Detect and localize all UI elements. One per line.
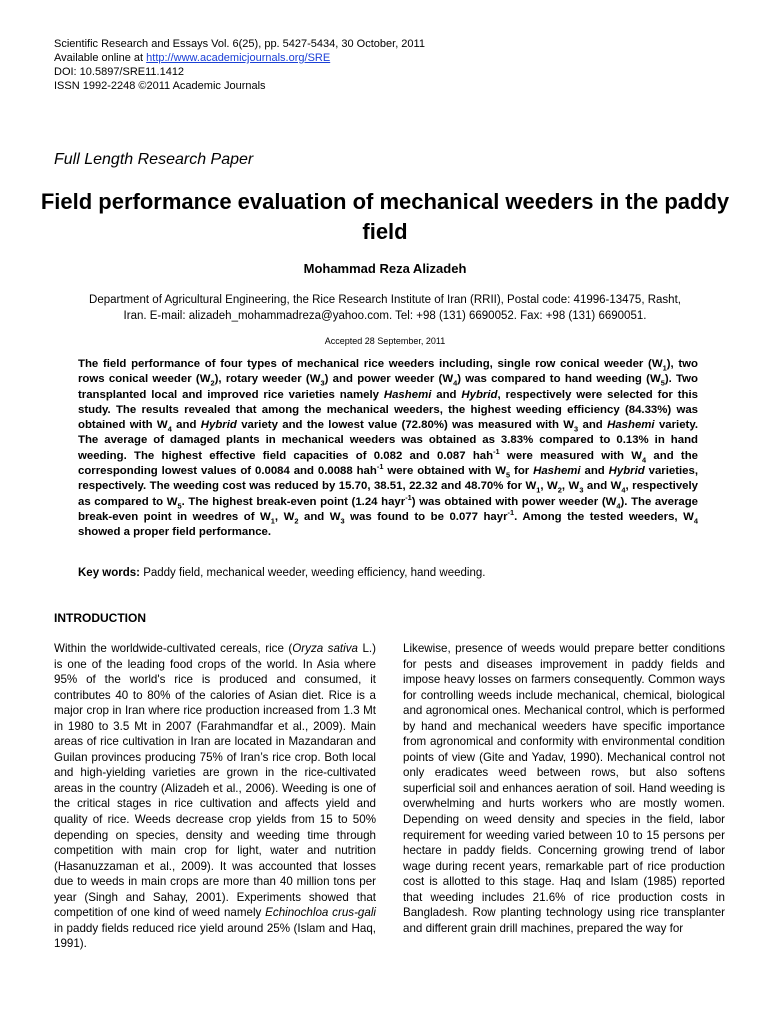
availability-line bbox=[54, 51, 425, 65]
body-column-right: Likewise, presence of weeds would prepare better conditions for pests and diseases improvement in paddy fields and impose heavy losses on farmers consequently. Common ways for controlling weeds include mechanical, chemical, biological and agronomical ones. Mechanical control, which is performed by hand and mechanical weeders have specific importance from agronomical and conformity with environmental condition points of view (Gite and Yadav, 1990). Mechanical control not only eradicates weed between rows, but also softens superficial soil and enhances aeration of soil. Hand weeding is overwhelming and hurts workers who are mostly women. Depending on weed density and species in the field, labor requirement for weeding varied between 10 to 15 persons per hectare in paddy fields. Concerning growing trend of labor wage during recent years, remarkable part of rice production cost is allotted to this stage. Haq and Islam (1985) reported that weeding includes 21.6% of rice production costs in Bangladesh. Row planting technology using rice transplanter and different grain drill machines, prepared the way for bbox=[403, 642, 725, 935]
affiliation-line-2: Iran. E-mail: alizadeh_mohammadreza@yahoo.com. Tel: +98 (131) 6690052. Fax: +98 (131) 6690051. bbox=[123, 310, 647, 322]
body-column-left: Within the worldwide-cultivated cereals, rice (Oryza sativa L.) is one of the leading food crops of the world. In Asia where 95% of the world's rice is produced and consumed, it contributes 40 to 80% of the calories of Asian diet. Rice is a major crop in Iran where rice production increased from 1.3 Mt in 1980 to 3.5 Mt in 2007 (Farahmandfar et al., 2009). Main areas of rice cultivation in Iran are located in Mazandaran and Guilan provinces producing 75% of Iran’s rice crop. Both local and high-yielding varieties are grown in the rice-cultivated areas in the country (Alizadeh et al., 2006). Weeding is one of the critical stages in rice cultivation and affects yield and quality of rice. Weeds decrease crop yields from 15 to 50% depending on species, density and weeding time through competition with main crop for light, water and nutrition (Hasanuzzaman et al., 2009). It was accounted that losses due to weeds in main crops are more than 40 million tons per year (Singh and Sahay, 2001). Experiments showed that competition of one kind of weed namely Echinochloa crus-gali in paddy fields reduced rice yield around 25% (Islam and Haq, 1991). bbox=[54, 642, 376, 951]
journal-citation: Scientific Research and Essays Vol. 6(25), pp. 5427-5434, 30 October, 2011 bbox=[54, 38, 425, 50]
doi: DOI: 10.5897/SRE11.1412 bbox=[54, 66, 185, 78]
paper-title: Field performance evaluation of mechanical weeders in the paddy field bbox=[40, 189, 730, 244]
keywords-label: Key words: bbox=[78, 567, 140, 579]
journal-url-link[interactable]: http://www.academicjournals.org/SRE bbox=[146, 52, 331, 64]
issn: ISSN 1992-2248 ©2011 Academic Journals bbox=[54, 80, 266, 92]
author-name: Mohammad Reza Alizadeh bbox=[303, 261, 467, 276]
availability-prefix: Available online at bbox=[54, 52, 147, 64]
abstract: The field performance of four types of mechanical rice weeders including, single row conical weeder $(W_1)$, two rows conical weeder $(W_2)$, rotary weeder $(W_3)$ and power weeder $(W_4)$ was compared to hand weeding $(W_5)$. Two transplanted local and improved rice varieties namely Hashemi and Hybrid, respectively were selected for this study. The results revealed that among the mechanical weeders, the highest weeding efficiency (84.33%) was obtained with $W_4$ and Hybrid variety and the lowest value (72.80%) was measured with $W_3$ and Hashemi variety. The average of damaged plants in mechanical weeders was obtained as 3.83% compared to 0.13% in hand weeding. The highest effective field capacities of 0.082 and 0.087 hah$^{-1}$ were measured with $W_4$ and the corresponding lowest values of 0.0084 and 0.0088 hah$^{-1}$ were obtained with $W_5$ for Hashemi and Hybrid varieties, respectively. The weeding cost was reduced by 15.70, 38.51, 22.32 and 48.70% for $W_1$, $W_2$, $W_3$ and $W_4$, respectively as compared to $W_5$. The highest break-even point (1.24 hayr$^{-1}$) was obtained with power weeder $(W_4)$. The average break-even point in weedres of $W_1$, $W_2$ and $W_3$ was found to be 0.077 hayr$^{-1}$. Among the tested weeders, $W_4$ showed a proper field performance. bbox=[78, 358, 699, 539]
keywords bbox=[78, 567, 698, 579]
affiliation-line-1: Department of Agricultural Engineering, the Rice Research Institute of Iran (RRII), Postal code: 41996-13475, Rasht, bbox=[89, 294, 681, 306]
section-heading-introduction: INTRODUCTION bbox=[54, 611, 146, 625]
journal-header bbox=[54, 37, 425, 93]
affiliation bbox=[60, 292, 710, 324]
keywords-text: Paddy field, mechanical weeder, weeding efficiency, hand weeding. bbox=[140, 567, 486, 579]
accepted-date: Accepted 28 September, 2011 bbox=[324, 336, 446, 346]
article-type: Full Length Research Paper bbox=[54, 151, 254, 168]
